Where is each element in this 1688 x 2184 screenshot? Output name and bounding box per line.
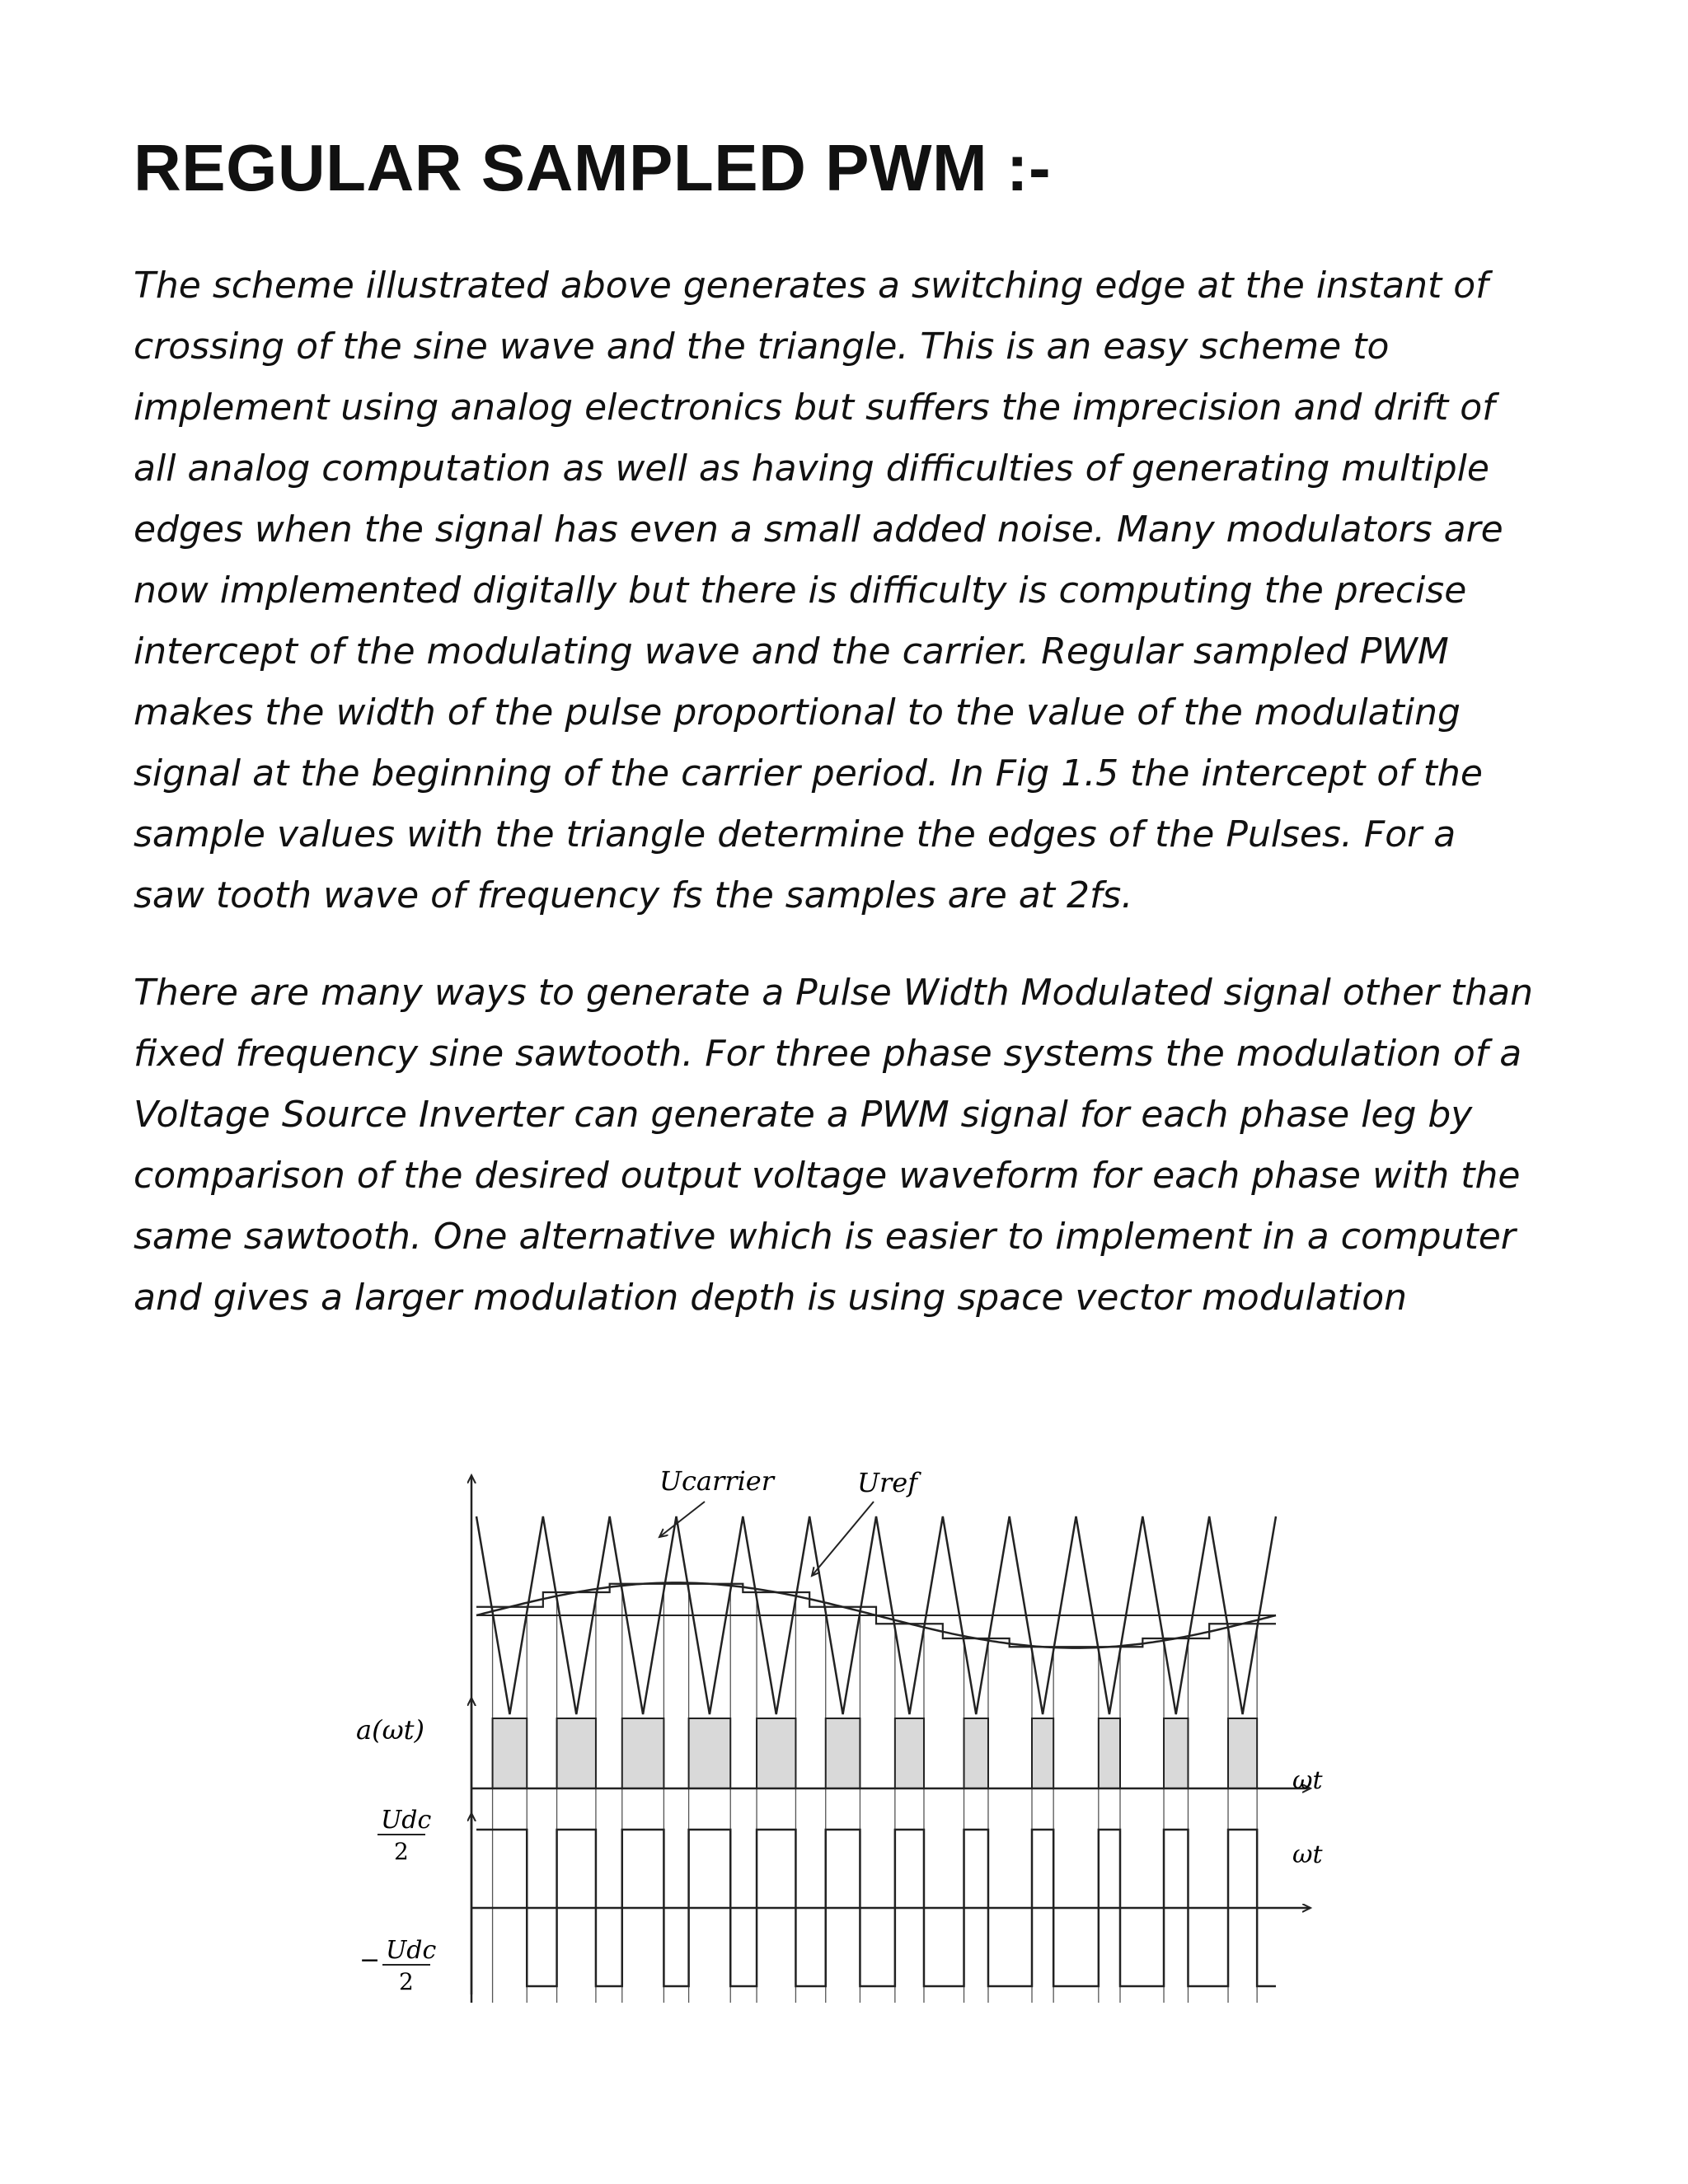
pulse-block — [1164, 1718, 1188, 1788]
pulse-block — [757, 1718, 795, 1788]
pulse-train-a — [493, 1718, 1258, 1788]
pulse-block — [895, 1718, 924, 1788]
label-udc-plus-den: 2 — [394, 1838, 409, 1865]
pulse-block — [493, 1718, 528, 1788]
pulse-block — [689, 1718, 731, 1788]
label-udc-minus-num: Udc — [386, 1936, 437, 1965]
paragraph-2: There are many ways to generate a Pulse Width Modulated signal other than fixed frequency sine sawtooth. For three phase systems the modulation of a Voltage Source Inverter can generate a PWM signal for each phase leg by comparison of the desired output voltage waveform for each phase with the same sawtooth. One alternative which is easier to implement in a computer and gives a larger modulation depth is using space vector modulation — [134, 972, 1534, 1319]
pulse-block — [622, 1718, 664, 1788]
pulse-block — [1228, 1718, 1257, 1788]
label-uref: Uref — [857, 1467, 918, 1498]
page-title: REGULAR SAMPLED PWM :- — [134, 131, 1052, 204]
pulse-block — [1032, 1718, 1053, 1788]
label-udc-minus-sign: − — [359, 1946, 381, 1975]
pulse-block — [1099, 1718, 1120, 1788]
pulse-block — [826, 1718, 860, 1788]
label-ucarrier: Ucarrier — [659, 1467, 775, 1497]
leader-carrier — [659, 1502, 705, 1537]
label-udc-minus-den: 2 — [399, 1968, 414, 1995]
paragraph-1: The scheme illustrated above generates a switching edge at the instant of crossing of the sine wave and the triangle. This is an easy scheme to implement using analog electronics but suffers the imprecision and drift of all analog computation as well as having difficulties of generating multiple edges when the signal has even a small added noise. Many modulators are now implemented digitally but there is difficulty is computing the precise intercept of the modulating wave and the carrier. Regular sampled PWM makes the width of the pulse proportional to the value of the modulating signal at the beginning of the carrier period. In Fig 1.5 the intercept of the sample values with the triangle determine the edges of the Pulses. For a saw tooth wave of frequency fs the samples are at 2fs. — [134, 265, 1503, 916]
pulse-block — [557, 1718, 596, 1788]
label-wt-top: ωt — [1292, 1766, 1323, 1795]
pulse-block — [964, 1718, 988, 1788]
label-udc-plus-num: Udc — [381, 1806, 432, 1835]
label-wt-bottom: ωt — [1292, 1840, 1323, 1869]
leader-ref — [812, 1502, 874, 1576]
label-a-wt: a(ωt) — [356, 1714, 424, 1746]
pwm-figure — [330, 1467, 1401, 2048]
pwm-diagram — [330, 1467, 1401, 2044]
